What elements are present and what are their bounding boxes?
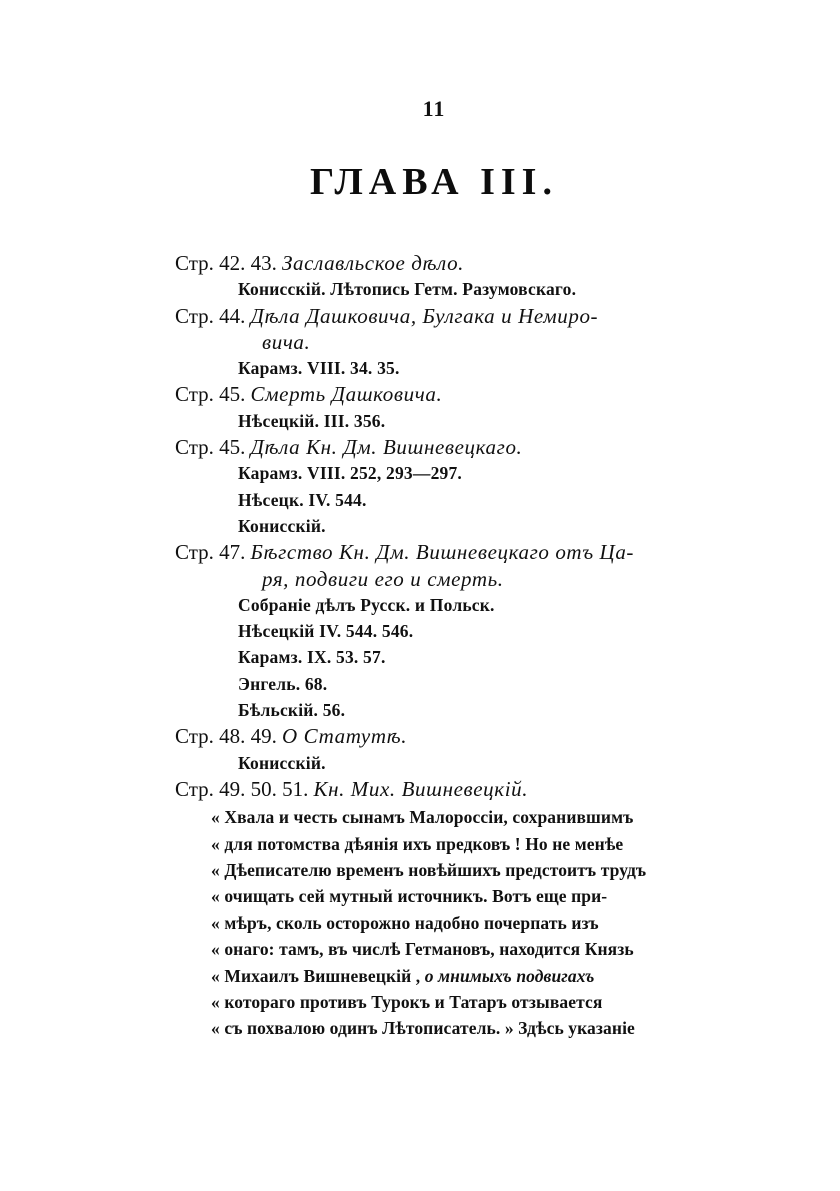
- entry-title: Заславльское дѣло.: [282, 251, 465, 275]
- entry-source: Конисскій. Лѣтопись Гетм. Разумовскаго.: [238, 279, 577, 300]
- quote-text: « Михаилъ Вишневецкій ,: [211, 965, 421, 986]
- quote-italic-text: о мнимыхъ подвигахъ: [424, 965, 595, 986]
- entry-heading: [175, 776, 715, 802]
- entry-title: Дѣла Кн. Дм. Вишневецкаго.: [250, 435, 523, 460]
- entry-source: Бѣльскій. 56.: [238, 700, 346, 721]
- entry-source: Нѣсецкій. III. 356.: [238, 410, 386, 431]
- entry-title: Смерть Дашковича.: [250, 382, 443, 407]
- quote-line: [175, 963, 715, 989]
- page-reference: Стр. 45.: [175, 382, 246, 407]
- reference-list: [175, 250, 715, 1042]
- page-reference: Стр. 49. 50. 51.: [175, 776, 309, 801]
- quote-line: « очищать сей мутный источникъ. Вотъ еще при-: [211, 886, 608, 907]
- entry-heading: [175, 250, 715, 276]
- page-number: 11: [422, 96, 446, 121]
- entry-source: Собраніе дѣлъ Русск. и Польск.: [238, 594, 495, 615]
- entry-source: Нѣсецк. IV. 544.: [238, 489, 367, 510]
- quote-line: « для потомства дѣянія ихъ предковъ ! Но не менѣе: [211, 833, 624, 854]
- entry-source: Конисскій.: [238, 515, 326, 536]
- quote-line: « онаго: тамъ, въ числѣ Гетмановъ, находится Князь: [211, 939, 634, 960]
- entry-heading: [175, 303, 715, 329]
- quote-line: « Хвала и честь сынамъ Малороссіи, сохранившимъ: [211, 807, 634, 828]
- entry-title: Бѣгство Кн. Дм. Вишневецкаго отъ Ца-: [250, 540, 635, 565]
- page-reference: Стр. 47.: [175, 540, 246, 565]
- entry-source: Нѣсецкій IV. 544. 546.: [238, 621, 414, 642]
- entry-title-continuation: вича.: [262, 329, 311, 354]
- entry-source: Энгель. 68.: [238, 673, 328, 694]
- entry-heading: [175, 539, 715, 565]
- quote-line: « мѣръ, сколь осторожно надобно почерпать изъ: [211, 912, 599, 933]
- entry-source: Карамз. VIII. 252, 293—297.: [238, 463, 462, 484]
- quote-line: « котораго противъ Турокъ и Татаръ отзывается: [211, 991, 603, 1012]
- entry-heading: [175, 723, 715, 749]
- entry-source: Карамз. VIII. 34. 35.: [238, 358, 400, 379]
- entry-title: Дѣла Дашковича, Булгака и Немиро-: [250, 303, 599, 328]
- quotation-block: [175, 804, 715, 1042]
- quote-line: « съ похвалою одинъ Лѣтописатель. » Здѣсь указаніе: [211, 1018, 635, 1039]
- entry-source: Конисскій.: [238, 752, 326, 773]
- chapter-title: ГЛАВА III.: [310, 161, 558, 203]
- entry-heading: [175, 434, 715, 460]
- page-reference: Стр. 45.: [175, 435, 246, 460]
- page-reference: Стр. 48. 49.: [175, 724, 277, 749]
- entry-title-continuation: ря, подвиги его и смерть.: [262, 566, 504, 591]
- entry-heading: [175, 381, 715, 407]
- entry-title: Кн. Мих. Вишневецкій.: [313, 776, 529, 801]
- page-reference: Стр. 44.: [175, 303, 246, 328]
- quote-line: « Дѣеписателю временъ новѣйшихъ предстоитъ трудъ: [211, 860, 647, 881]
- entry-source: Карамз. IX. 53. 57.: [238, 647, 386, 668]
- entry-title: О Статутѣ.: [282, 724, 408, 749]
- page-reference: Стр. 42. 43.: [175, 251, 277, 275]
